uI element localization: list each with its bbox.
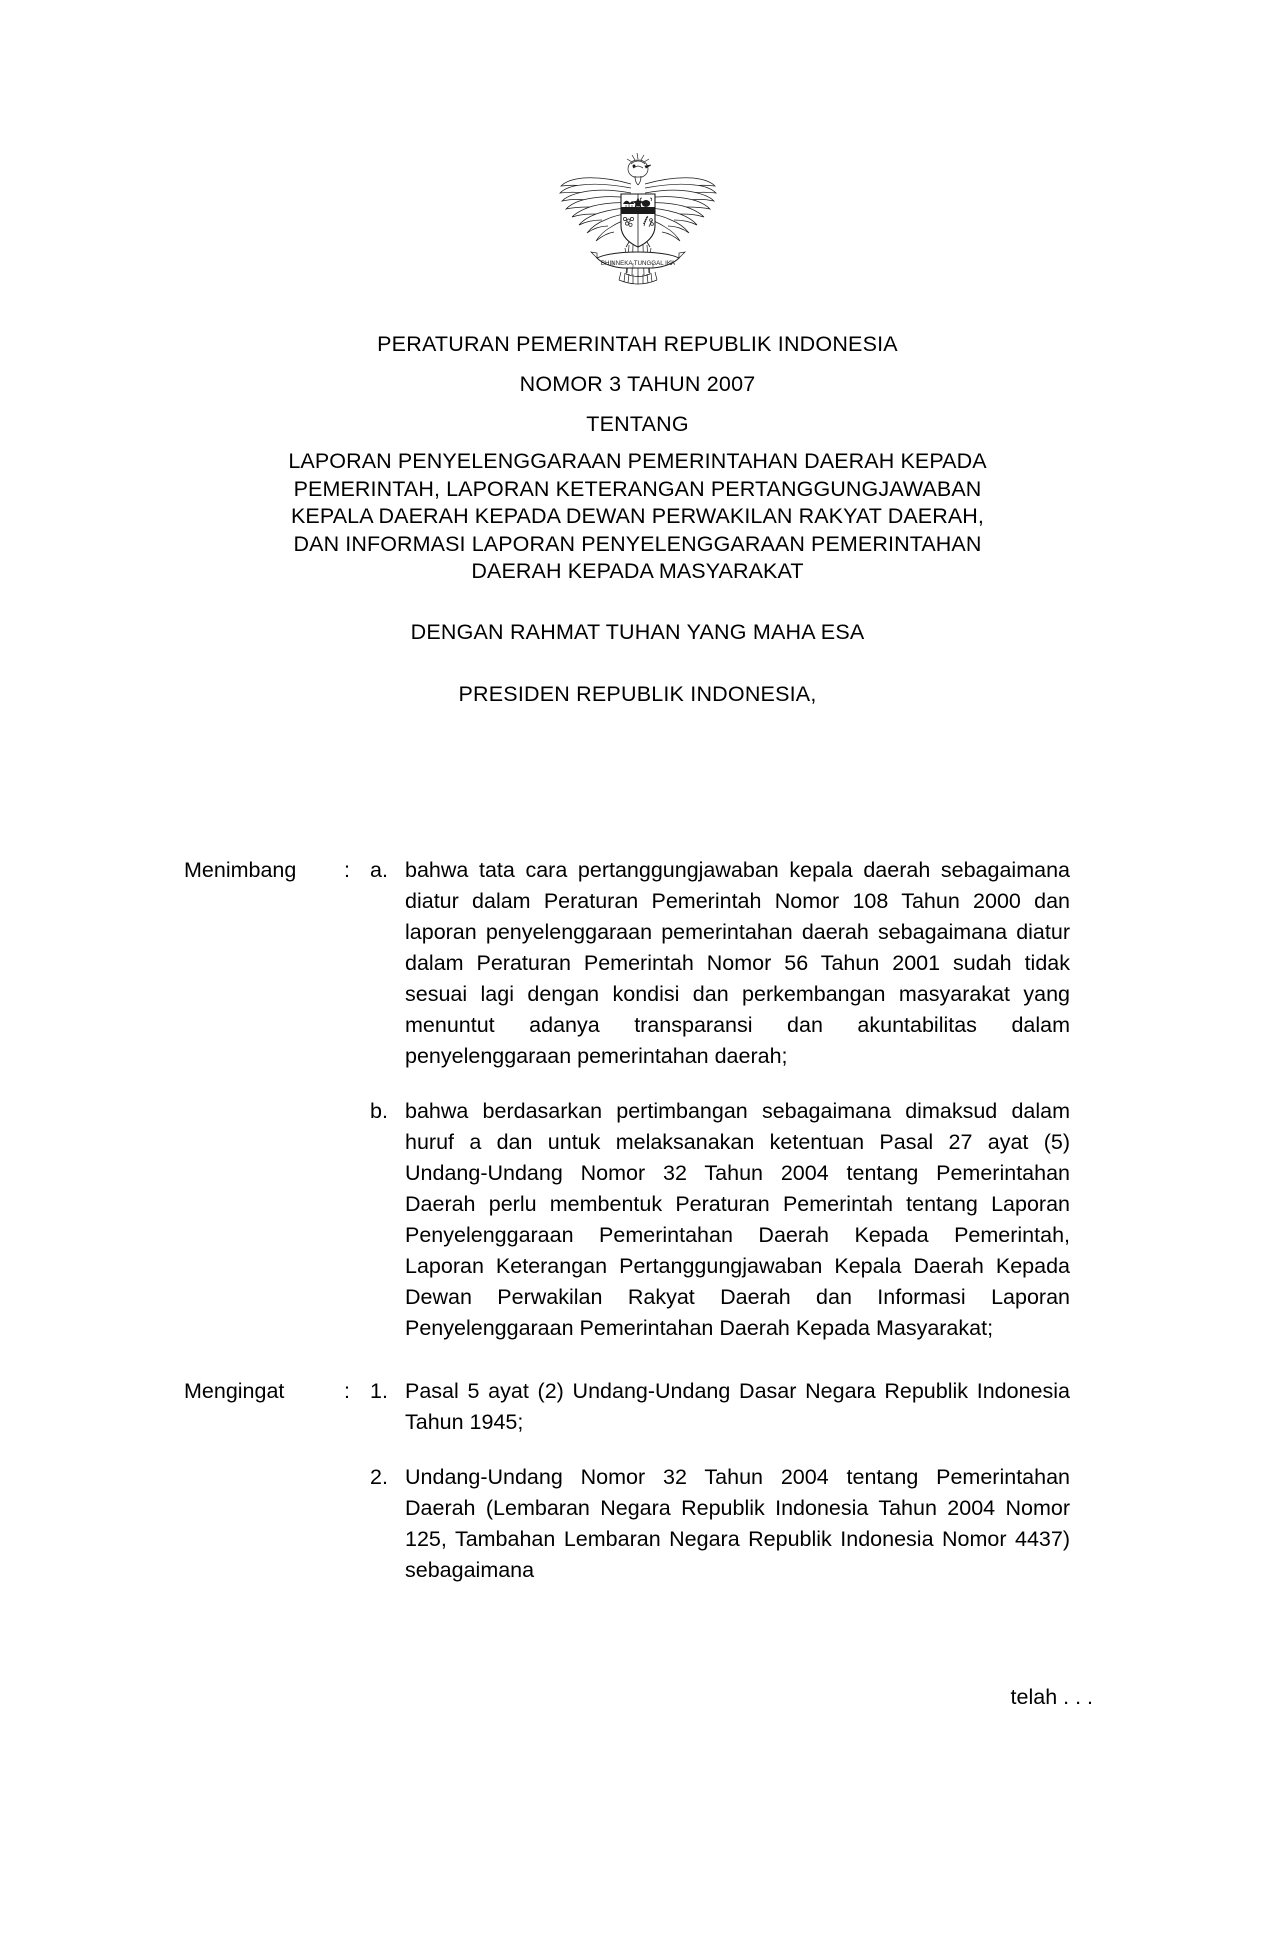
item-text-a: bahwa tata cara pertanggungjawaban kepala daerah sebagaimana diatur dalam Peraturan Pemerintah Nomor 108 Tahun 2000 dan laporan penyelenggaraan pemerintahan daerah sebagaimana diatur dalam Peraturan Pemerintah Nomor 56 Tahun 2001 sudah tidak sesuai lagi dengan kondisi dan perkembangan masyarakat yang menuntut adanya transparansi dan akuntabilitas dalam penyelenggaraan pemerintahan daerah; bbox=[405, 858, 1070, 1068]
authority-line: PRESIDEN REPUBLIK INDONESIA, bbox=[458, 681, 817, 706]
item-marker-b: b. bbox=[370, 1099, 388, 1123]
emblem-container bbox=[0, 150, 1275, 300]
garuda-pancasila-emblem bbox=[553, 150, 723, 300]
blessing-line: DENGAN RAHMAT TUHAN YANG MAHA ESA bbox=[410, 619, 865, 644]
item-marker-1: 1. bbox=[370, 1379, 388, 1403]
regulation-number-line: NOMOR 3 TAHUN 2007 bbox=[519, 372, 756, 396]
clause-mengingat bbox=[0, 1376, 1275, 1586]
clause-label-mengingat: Mengingat bbox=[184, 1379, 285, 1403]
item-text-2: Undang-Undang Nomor 32 Tahun 2004 tentang Pemerintahan Daerah (Lembaran Negara Republik Indonesia Tahun 2004 Nomor 125, Tambahan Lembaran Negara Republik Indonesia Nomor 4437) sebagaimana bbox=[405, 1465, 1070, 1582]
clause-list bbox=[0, 855, 1275, 1586]
clause-menimbang bbox=[0, 855, 1275, 1344]
clause-items-menimbang bbox=[370, 855, 1070, 1344]
title-block bbox=[0, 328, 1275, 710]
list-item bbox=[370, 1376, 1070, 1438]
subject-line-3: KEPALA DAERAH KEPADA DEWAN PERWAKILAN RAKYAT DAERAH, bbox=[290, 504, 984, 528]
subject-line-2: PEMERINTAH, LAPORAN KETERANGAN PERTANGGUNGJAWABAN bbox=[293, 476, 982, 501]
continuation-marker: telah . . . bbox=[1010, 1685, 1093, 1709]
list-item bbox=[370, 855, 1070, 1072]
emblem-motto-text: BHINNEKA TUNGGAL IKA bbox=[600, 260, 675, 267]
regulation-type-line: PERATURAN PEMERINTAH REPUBLIK INDONESIA bbox=[377, 332, 898, 356]
item-marker-2: 2. bbox=[370, 1465, 388, 1489]
clause-label-menimbang: Menimbang bbox=[184, 858, 297, 882]
clause-colon-menimbang: : bbox=[344, 858, 350, 882]
item-marker-a: a. bbox=[370, 858, 388, 882]
clause-colon-mengingat: : bbox=[344, 1379, 350, 1403]
list-item bbox=[370, 1096, 1070, 1344]
subject-line-4: DAN INFORMASI LAPORAN PENYELENGGARAAN PEMERINTAHAN bbox=[293, 531, 982, 556]
subject-line-1: LAPORAN PENYELENGGARAAN PEMERINTAHAN DAERAH KEPADA bbox=[288, 449, 987, 473]
list-item bbox=[370, 1462, 1070, 1586]
item-text-b: bahwa berdasarkan pertimbangan sebagaimana dimaksud dalam huruf a dan untuk melaksanakan ketentuan Pasal 27 ayat (5) Undang-Undang Nomor 32 Tahun 2004 tentang Pemerintahan Daerah perlu membentuk Peraturan Pemerintah tentang Laporan Penyelenggaraan Pemerintahan Daerah Kepada Pemerintah, Laporan Keterangan Pertanggungjawaban Kepala Daerah Kepada Dewan Perwakilan Rakyat Daerah dan Informasi Laporan Penyelenggaraan Pemerintahan Daerah Kepada Masyarakat; bbox=[405, 1099, 1070, 1340]
tentang-line: TENTANG bbox=[586, 412, 689, 436]
clause-items-mengingat bbox=[370, 1376, 1070, 1586]
item-text-1: Pasal 5 ayat (2) Undang-Undang Dasar Negara Republik Indonesia Tahun 1945; bbox=[405, 1379, 1070, 1434]
subject-line-5: DAERAH KEPADA MASYARAKAT bbox=[471, 559, 804, 583]
page-footer bbox=[0, 1682, 1275, 1713]
